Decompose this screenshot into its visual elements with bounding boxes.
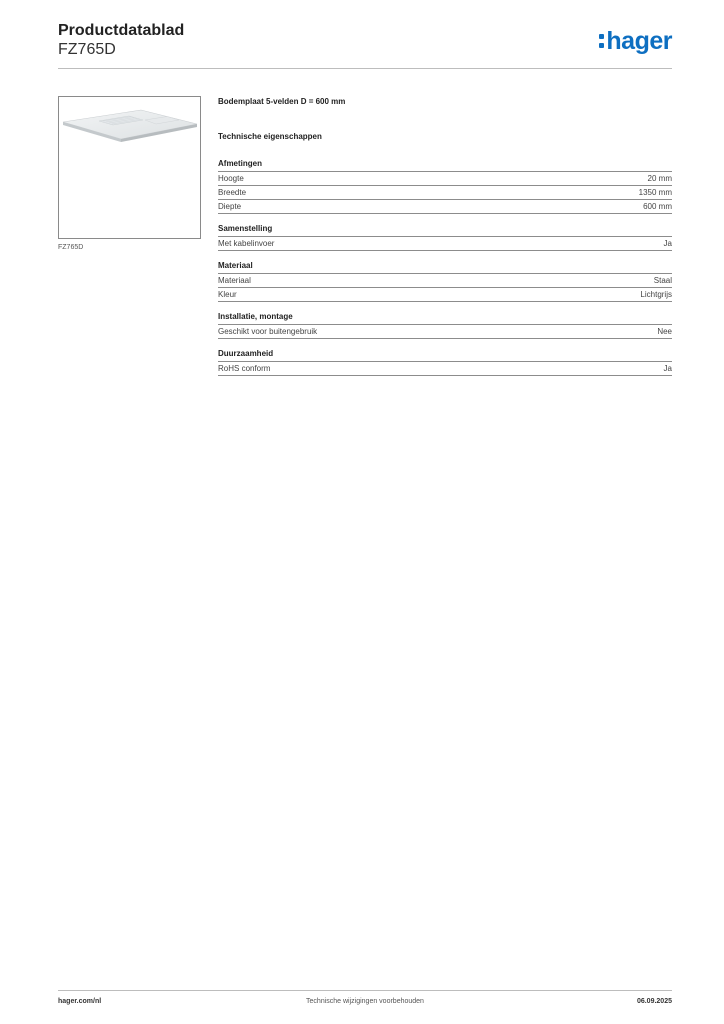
spec-label: Kleur [218, 290, 237, 299]
product-name: Bodemplaat 5-velden D = 600 mm [218, 97, 346, 106]
spec-label: Met kabelinvoer [218, 239, 275, 248]
spec-group-materiaal [218, 261, 672, 302]
footer-divider [58, 990, 672, 991]
group-title: Samenstelling [218, 224, 672, 237]
group-title: Duurzaamheid [218, 349, 672, 362]
document-header [58, 21, 184, 59]
spec-value: Ja [663, 364, 672, 373]
spec-row [218, 237, 672, 251]
spec-row [218, 325, 672, 339]
spec-row [218, 172, 672, 186]
spec-value: 20 mm [647, 174, 672, 183]
footer-website-link[interactable]: hager.com/nl [58, 998, 102, 1005]
product-code: FZ765D [58, 41, 116, 58]
spec-value: Staal [653, 276, 672, 285]
spec-label: Geschikt voor buitengebruik [218, 327, 318, 336]
spec-row [218, 200, 672, 214]
spec-value: Lichtgrijs [640, 290, 672, 299]
spec-label: RoHS conform [218, 364, 271, 373]
spec-label: Diepte [218, 202, 242, 211]
base-plate-illustration [59, 97, 200, 238]
spec-row [218, 274, 672, 288]
spec-heading: Technische eigenschappen [218, 132, 322, 141]
header-divider [58, 68, 672, 69]
footer-date: 06.09.2025 [636, 998, 672, 1005]
image-caption: FZ765D [58, 244, 84, 251]
hager-logo [599, 28, 672, 54]
logo-text: hager [606, 27, 672, 55]
product-image [58, 96, 201, 239]
spec-row [218, 288, 672, 302]
spec-group-afmetingen [218, 159, 672, 214]
spec-value: 1350 mm [638, 188, 672, 197]
logo-colon-mark [599, 32, 604, 50]
spec-label: Hoogte [218, 174, 244, 183]
spec-value: Nee [657, 327, 672, 336]
spec-row [218, 186, 672, 200]
spec-value: 600 mm [643, 202, 672, 211]
spec-value: Ja [663, 239, 672, 248]
product-details [218, 97, 672, 386]
spec-row [218, 362, 672, 376]
spec-group-duurzaamheid [218, 349, 672, 376]
spec-label: Materiaal [218, 276, 251, 285]
document-title: Productdatablad [58, 22, 185, 39]
footer-notice: Technische wijzigingen voorbehouden [306, 998, 424, 1005]
spec-group-installatie [218, 312, 672, 339]
spec-label: Breedte [218, 188, 247, 197]
group-title: Installatie, montage [218, 312, 672, 325]
spec-group-samenstelling [218, 224, 672, 251]
group-title: Afmetingen [218, 159, 672, 172]
group-title: Materiaal [218, 261, 672, 274]
